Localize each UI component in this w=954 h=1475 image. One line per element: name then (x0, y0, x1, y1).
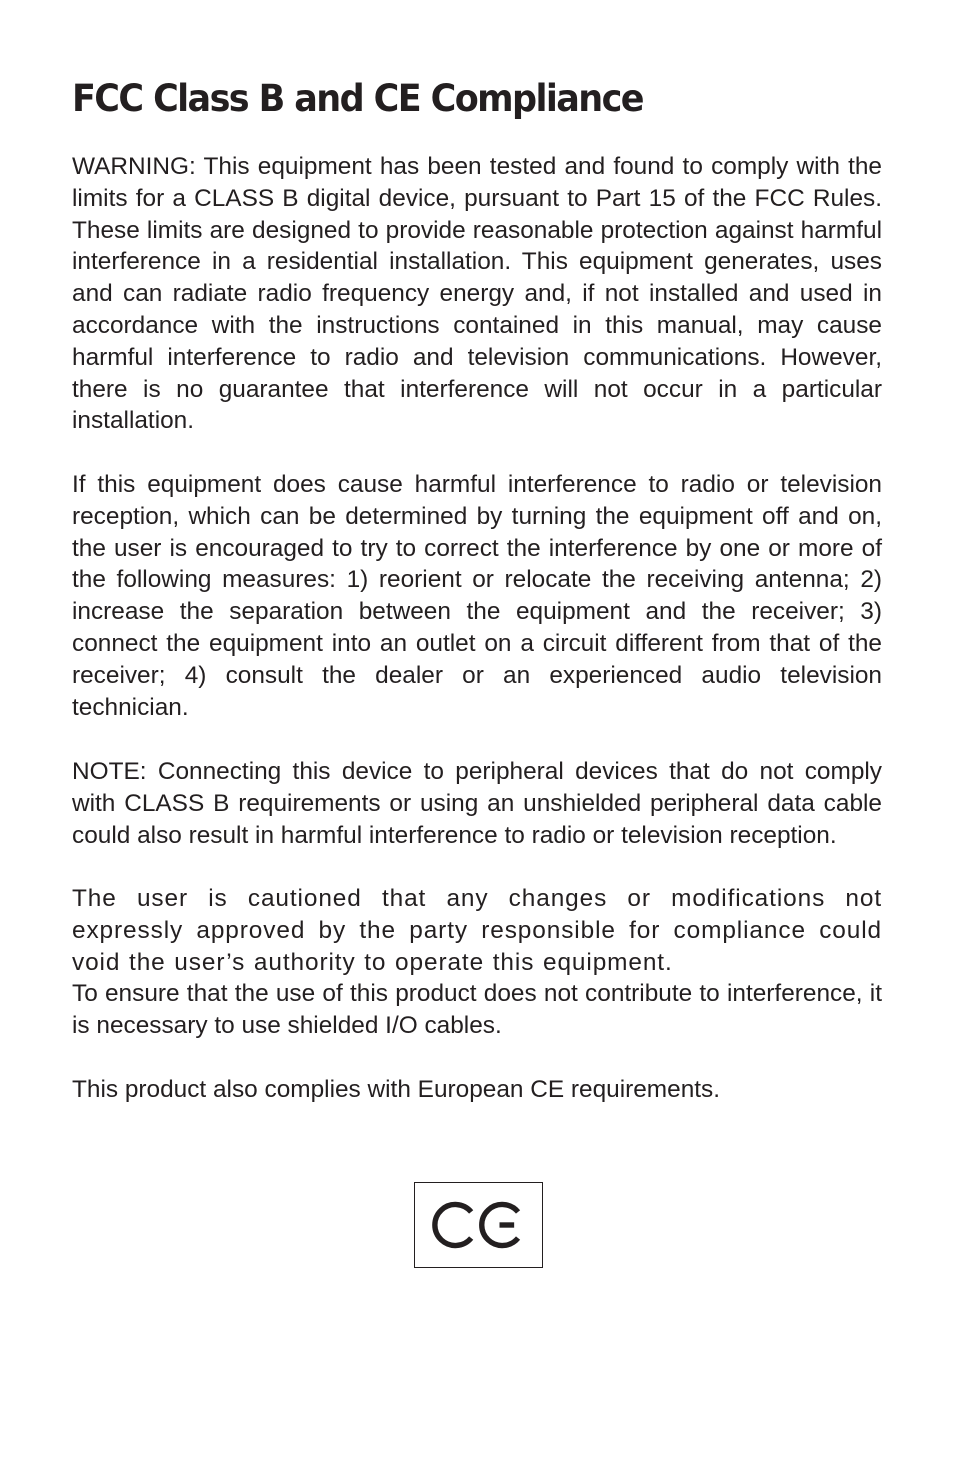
ce-mark-icon (415, 1183, 542, 1267)
ce-mark-logo (414, 1182, 543, 1268)
caution-paragraph: The user is cautioned that any changes or modifications not expressly approved by the party responsible for compliance could void the user’s authority to operate this equipment. (72, 885, 882, 976)
warning-paragraph: WARNING: This equipment has been tested and found to comply with the limits for a CLASS B digital device, pursuant to Part 15 of the FCC Rules. These limits are designed to provide reasonable protection against harmful interference in a residential installation. This equipment generates, uses and can radiate radio frequency energy and, if not installed and used in accordance with the instructions contained in this manual, may cause harmful interference to radio and television communications. However, there is no guarantee that interference will not occur in a particular installation. (72, 153, 882, 435)
interference-measures-paragraph: If this equipment does cause harmful interference to radio or television reception, which can be determined by turning the equipment off and on, the user is encouraged to try to correct the interference by one or more of the following measures: 1) reorient or relocate the receiving antenna; 2) increase the separation between the equipment and the receiver; 3) connect the equipment into an outlet on a circuit different from that of the receiver; 4) consult the dealer or an experienced audio television technician. (72, 471, 882, 721)
note-paragraph: NOTE: Connecting this device to peripheral devices that do not comply with CLASS B requirements or using an unshielded peripheral data cable could also result in harmful interference to radio or television reception. (72, 758, 882, 849)
page-title: FCC Class B and CE Compliance (72, 78, 643, 121)
ce-compliance-paragraph: This product also complies with European CE requirements. (72, 1076, 721, 1103)
shielded-cables-paragraph: To ensure that the use of this product does not contribute to interference, it is necessary to use shielded I/O cables. (72, 980, 882, 1039)
ce-mark-c (435, 1204, 471, 1245)
